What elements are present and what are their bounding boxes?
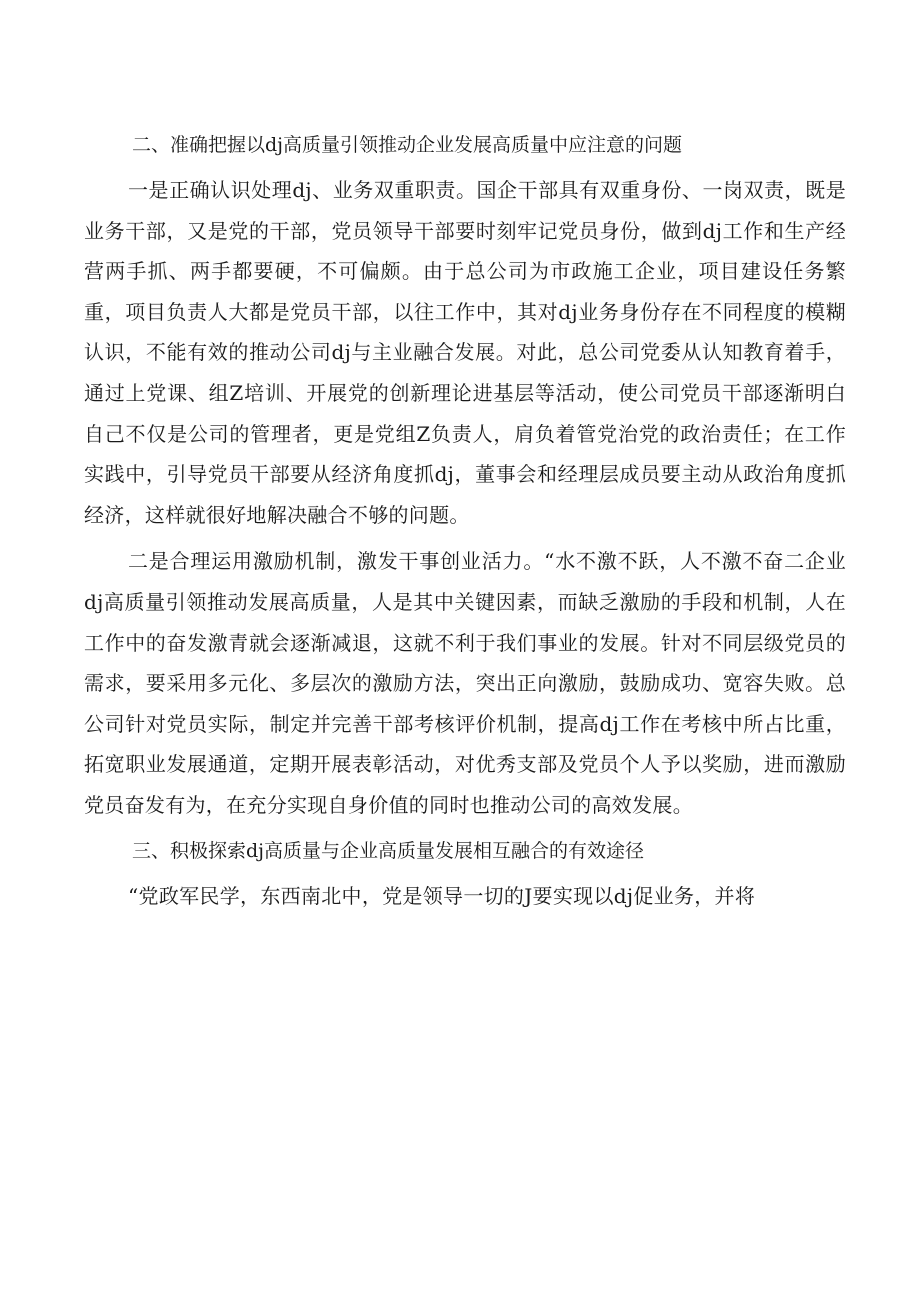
paragraph-dual-duties: 一是正确认识处理dj、业务双重职责。国企干部具有双重身份、一岗双责，既是业务干部，又是党的干部，党员领导干部要时刻牢记党员身份，做到dj工作和生产经营两手抓、两手都要硬，不可偏颇。由于总公司为市政施工企业，项目建设任务繁重，项目负责人大都是党员干部，以往工作中，其对dj业务身份存在不同程度的模糊认识，不能有效的推动公司dj与主业融合发展。对此，总公司党委从认知教育着手，通过上党课、组Z培训、开展党的创新理论进基层等活动，使公司党员干部逐渐明白自己不仅是公司的管理者，更是党组Z负责人，肩负着管党治党的政治责任；在工作实践中，引导党员干部要从经济角度抓dj，董事会和经理层成员要主动从政治角度抓经济，这样就很好地解决融合不够的问题。	[84, 178, 846, 527]
section-heading-2: 二、准确把握以dj高质量引领推动企业发展高质量中应注意的问题	[132, 134, 683, 156]
section-heading-3: 三、积极探索dj高质量与企业高质量发展相互融合的有效途径	[132, 839, 645, 862]
paragraph-integration-intro: “党政军民学，东西南北中，党是领导一切的J要实现以dj促业务，并将	[128, 883, 756, 908]
paragraph-incentive-mechanism: 二是合理运用激励机制，激发干事创业活力。“水不激不跃，人不激不奋二企业dj高质量引领推动发展高质量，人是其中关键因素，而缺乏激励的手段和机制，人在工作中的奋发激青就会逐渐减退，这就不利于我们事业的发展。针对不同层级党员的需求，要采用多元化、多层次的激励方法，突出正向激励，鼓励成功、宽容失败。总公司针对党员实际，制定并完善干部考核评价机制，提高dj工作在考核中所占比重，拓宽职业发展通道，定期开展表彰活动，对优秀支部及党员个人予以奖励，进而激励党员奋发有为，在充分实现自身价值的同时也推动公司的高效发展。	[84, 549, 846, 817]
